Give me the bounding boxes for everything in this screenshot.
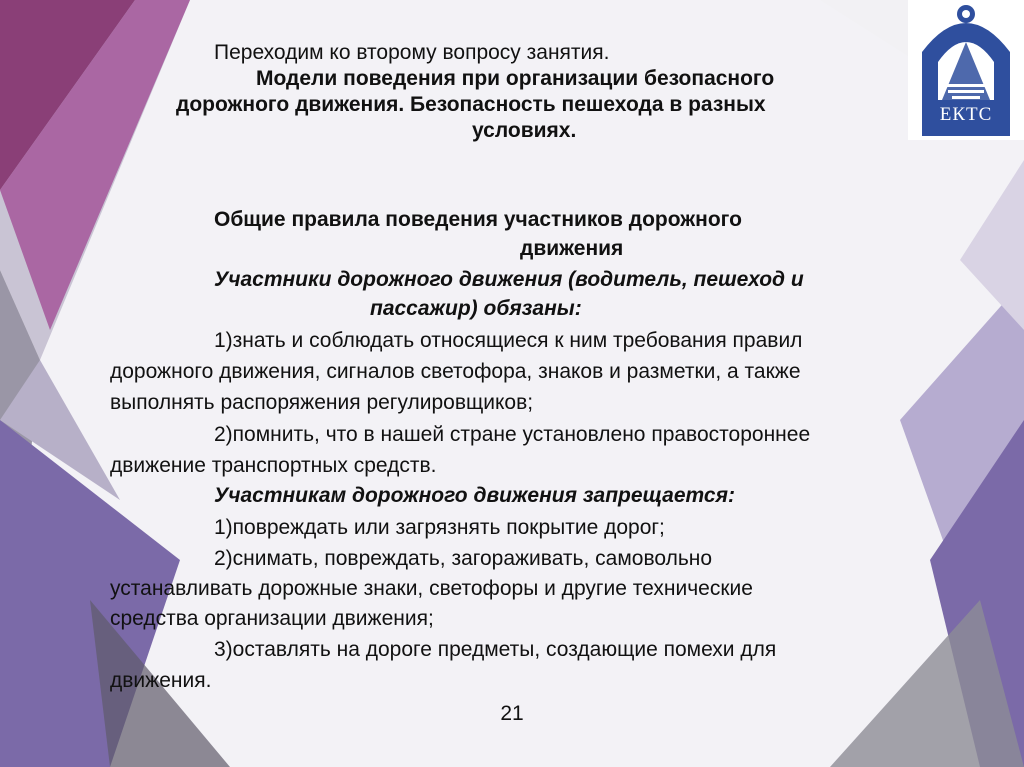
forbidden-heading: Участникам дорожного движения запрещается: bbox=[214, 484, 735, 507]
logo-text: ЕКТС bbox=[939, 104, 993, 125]
section-heading-line-2: движения bbox=[520, 237, 624, 260]
ban-1: 1)повреждать или загрязнять покрытие дорог; bbox=[214, 516, 665, 539]
duty-1-line-1: 1)знать и соблюдать относящиеся к ним требования правил bbox=[214, 329, 803, 352]
page-number: 21 bbox=[500, 702, 524, 725]
intro-text: Переходим ко второму вопросу занятия. bbox=[214, 41, 610, 64]
duty-1-line-3: выполнять распоряжения регулировщиков; bbox=[110, 391, 534, 414]
ban-3-line-1: 3)оставлять на дороге предметы, создающие помехи для bbox=[214, 638, 777, 661]
duty-2-line-1: 2)помнить, что в нашей стране установлено правостороннее bbox=[214, 423, 811, 446]
slide-title-line-1: Модели поведения при организации безопасного bbox=[256, 67, 775, 90]
section-heading-line-1: Общие правила поведения участников дорожного bbox=[214, 208, 742, 231]
ban-2-line-2: устанавливать дорожные знаки, светофоры и другие технические bbox=[110, 577, 753, 600]
slide-title-line-2: дорожного движения. Безопасность пешехода в разных bbox=[176, 93, 766, 116]
duty-1-line-2: дорожного движения, сигналов светофора, знаков и разметки, а также bbox=[110, 360, 801, 383]
obliged-heading-line-2: пассажир) обязаны: bbox=[370, 297, 582, 320]
ban-2-line-3: средства организации движения; bbox=[110, 607, 434, 630]
ban-3-line-2: движения. bbox=[110, 669, 212, 692]
duty-2-line-2: движение транспортных средств. bbox=[110, 454, 437, 477]
slide-title-line-3: условиях. bbox=[472, 119, 577, 142]
ban-2-line-1: 2)снимать, повреждать, загораживать, самовольно bbox=[214, 547, 713, 570]
obliged-heading-line-1: Участники дорожного движения (водитель, пешеход и bbox=[214, 268, 804, 291]
